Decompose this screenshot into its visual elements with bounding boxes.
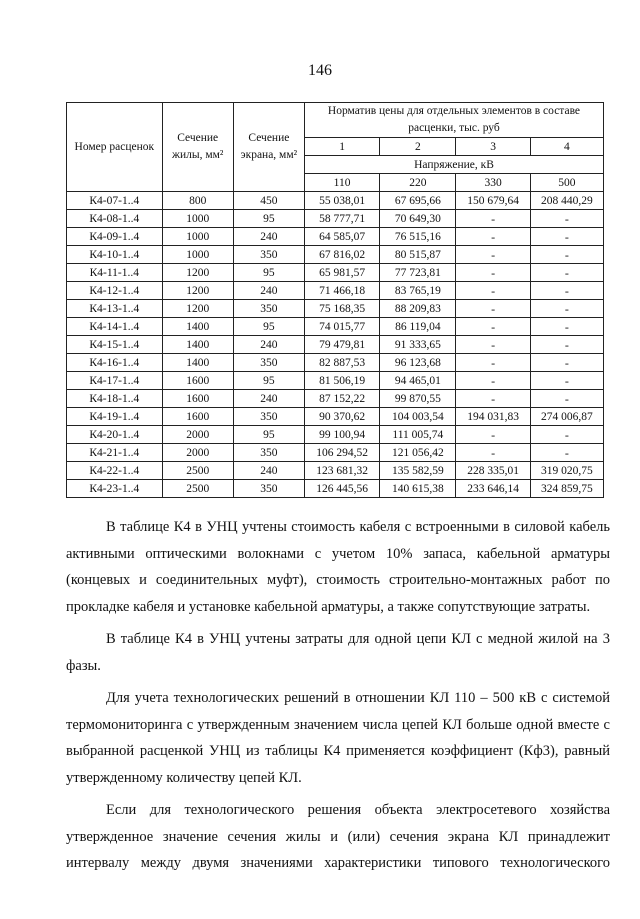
cell-price-500: - [530, 318, 603, 336]
cell-core-section: 2500 [162, 462, 233, 480]
cell-price-330: - [456, 390, 530, 408]
header-core-section: Сечение жилы, мм² [162, 103, 233, 192]
cell-rate-code: К4-09-1..4 [67, 228, 163, 246]
cell-price-500: - [530, 354, 603, 372]
header-voltage: 500 [530, 174, 603, 192]
cell-price-110: 123 681,32 [304, 462, 379, 480]
cell-core-section: 1600 [162, 372, 233, 390]
cell-price-110: 55 038,01 [304, 192, 379, 210]
cell-price-330: - [456, 426, 530, 444]
cell-rate-code: К4-18-1..4 [67, 390, 163, 408]
cell-price-330: 228 335,01 [456, 462, 530, 480]
cell-price-220: 111 005,74 [380, 426, 456, 444]
cell-price-330: - [456, 372, 530, 390]
cell-core-section: 1200 [162, 300, 233, 318]
cell-price-110: 74 015,77 [304, 318, 379, 336]
cell-price-110: 79 479,81 [304, 336, 379, 354]
cell-rate-code: К4-13-1..4 [67, 300, 163, 318]
cell-screen-section: 95 [233, 210, 304, 228]
table-row [67, 408, 604, 426]
cell-core-section: 1200 [162, 264, 233, 282]
cell-price-330: - [456, 336, 530, 354]
table-row [67, 300, 604, 318]
cell-price-500: - [530, 444, 603, 462]
cell-core-section: 1200 [162, 282, 233, 300]
table-row [67, 282, 604, 300]
cell-core-section: 1400 [162, 318, 233, 336]
cell-price-500: - [530, 210, 603, 228]
cell-screen-section: 350 [233, 408, 304, 426]
cell-price-330: - [456, 264, 530, 282]
cell-screen-section: 350 [233, 300, 304, 318]
cell-rate-code: К4-17-1..4 [67, 372, 163, 390]
cell-price-110: 126 445,56 [304, 480, 379, 498]
header-voltage: 330 [456, 174, 530, 192]
cell-price-110: 67 816,02 [304, 246, 379, 264]
body-text [66, 514, 610, 883]
table-row [67, 264, 604, 282]
cell-price-110: 90 370,62 [304, 408, 379, 426]
cell-screen-section: 95 [233, 426, 304, 444]
cell-price-500: 208 440,29 [530, 192, 603, 210]
cell-price-330: 194 031,83 [456, 408, 530, 426]
cell-price-220: 121 056,42 [380, 444, 456, 462]
cell-price-110: 99 100,94 [304, 426, 379, 444]
cell-screen-section: 350 [233, 444, 304, 462]
cell-core-section: 2500 [162, 480, 233, 498]
cell-price-500: - [530, 300, 603, 318]
cell-rate-code: К4-12-1..4 [67, 282, 163, 300]
cell-price-220: 80 515,87 [380, 246, 456, 264]
cell-price-330: - [456, 444, 530, 462]
cell-price-220: 96 123,68 [380, 354, 456, 372]
cell-screen-section: 450 [233, 192, 304, 210]
cell-price-500: - [530, 264, 603, 282]
cell-price-500: - [530, 282, 603, 300]
cell-price-220: 104 003,54 [380, 408, 456, 426]
cell-rate-code: К4-19-1..4 [67, 408, 163, 426]
cell-price-110: 82 887,53 [304, 354, 379, 372]
header-col-number: 1 [304, 138, 379, 156]
table-row [67, 480, 604, 498]
header-col-number: 3 [456, 138, 530, 156]
cell-rate-code: К4-07-1..4 [67, 192, 163, 210]
cell-price-110: 64 585,07 [304, 228, 379, 246]
cell-price-500: - [530, 426, 603, 444]
cell-screen-section: 240 [233, 282, 304, 300]
table-row [67, 318, 604, 336]
cell-core-section: 1000 [162, 246, 233, 264]
cell-price-110: 106 294,52 [304, 444, 379, 462]
cell-screen-section: 95 [233, 372, 304, 390]
table-row [67, 390, 604, 408]
cell-price-110: 65 981,57 [304, 264, 379, 282]
cell-screen-section: 95 [233, 264, 304, 282]
cell-core-section: 1000 [162, 210, 233, 228]
cell-rate-code: К4-16-1..4 [67, 354, 163, 372]
table-row [67, 354, 604, 372]
cell-price-330: - [456, 354, 530, 372]
table-row [67, 246, 604, 264]
cell-price-330: - [456, 282, 530, 300]
cell-price-110: 71 466,18 [304, 282, 379, 300]
cell-screen-section: 240 [233, 228, 304, 246]
cell-price-500: 324 859,75 [530, 480, 603, 498]
cell-core-section: 2000 [162, 444, 233, 462]
cell-price-110: 81 506,19 [304, 372, 379, 390]
cell-price-220: 99 870,55 [380, 390, 456, 408]
cell-price-110: 75 168,35 [304, 300, 379, 318]
cell-price-500: - [530, 228, 603, 246]
cell-core-section: 1400 [162, 354, 233, 372]
cell-price-330: - [456, 318, 530, 336]
cell-rate-code: К4-21-1..4 [67, 444, 163, 462]
paragraph: Если для технологического решения объекта электросетевого хозяйства утвержденное значение сечения жилы и (или) сечения экрана КЛ принадлежит интервалу между двумя значениями характеристики типового технологического [66, 802, 610, 871]
table-row [67, 336, 604, 354]
cell-price-110: 87 152,22 [304, 390, 379, 408]
header-voltage: 220 [380, 174, 456, 192]
cell-price-500: - [530, 246, 603, 264]
cell-screen-section: 350 [233, 246, 304, 264]
table-row [67, 444, 604, 462]
cell-core-section: 1000 [162, 228, 233, 246]
cell-price-220: 76 515,16 [380, 228, 456, 246]
cell-core-section: 1400 [162, 336, 233, 354]
cell-price-220: 83 765,19 [380, 282, 456, 300]
header-voltage-label: Напряжение, кВ [304, 156, 603, 174]
table-body [67, 192, 604, 498]
cell-price-220: 94 465,01 [380, 372, 456, 390]
table-row [67, 462, 604, 480]
table-row [67, 192, 604, 210]
header-rate-number: Номер расценок [67, 103, 163, 192]
cell-price-220: 70 649,30 [380, 210, 456, 228]
cell-rate-code: К4-15-1..4 [67, 336, 163, 354]
table-row [67, 372, 604, 390]
page-number: 146 [308, 62, 332, 79]
cell-core-section: 2000 [162, 426, 233, 444]
cell-screen-section: 350 [233, 354, 304, 372]
tariff-table [66, 102, 604, 498]
cell-price-330: - [456, 228, 530, 246]
cell-price-220: 86 119,04 [380, 318, 456, 336]
header-norm-title: Норматив цены для отдельных элементов в составе расценки, тыс. руб [304, 103, 603, 138]
cell-screen-section: 240 [233, 390, 304, 408]
cell-rate-code: К4-10-1..4 [67, 246, 163, 264]
cell-price-220: 91 333,65 [380, 336, 456, 354]
cell-price-330: - [456, 300, 530, 318]
cell-price-500: - [530, 336, 603, 354]
cell-price-220: 135 582,59 [380, 462, 456, 480]
cell-price-500: 274 006,87 [530, 408, 603, 426]
cell-price-330: - [456, 210, 530, 228]
table-row [67, 210, 604, 228]
cell-price-500: - [530, 390, 603, 408]
cell-screen-section: 240 [233, 336, 304, 354]
cell-price-330: 150 679,64 [456, 192, 530, 210]
header-screen-section: Сечение экрана, мм² [233, 103, 304, 192]
cell-price-220: 67 695,66 [380, 192, 456, 210]
cell-rate-code: К4-20-1..4 [67, 426, 163, 444]
header-col-number: 2 [380, 138, 456, 156]
cell-price-110: 58 777,71 [304, 210, 379, 228]
cell-price-330: 233 646,14 [456, 480, 530, 498]
cell-price-500: - [530, 372, 603, 390]
cell-rate-code: К4-22-1..4 [67, 462, 163, 480]
cell-rate-code: К4-11-1..4 [67, 264, 163, 282]
cell-price-220: 88 209,83 [380, 300, 456, 318]
cell-screen-section: 95 [233, 318, 304, 336]
cell-rate-code: К4-14-1..4 [67, 318, 163, 336]
cell-rate-code: К4-08-1..4 [67, 210, 163, 228]
cell-screen-section: 350 [233, 480, 304, 498]
cell-rate-code: К4-23-1..4 [67, 480, 163, 498]
cell-screen-section: 240 [233, 462, 304, 480]
cell-price-220: 140 615,38 [380, 480, 456, 498]
cell-price-330: - [456, 246, 530, 264]
paragraph: В таблице К4 в УНЦ учтены затраты для одной цепи КЛ с медной жилой на 3 фазы. [66, 631, 610, 674]
table-row [67, 426, 604, 444]
cell-core-section: 1600 [162, 390, 233, 408]
cell-price-500: 319 020,75 [530, 462, 603, 480]
header-voltage: 110 [304, 174, 379, 192]
table-row [67, 228, 604, 246]
header-col-number: 4 [530, 138, 603, 156]
paragraph: В таблице К4 в УНЦ учтены стоимость кабеля с встроенными в силовой кабель активными оптическими волокнами с учетом 10% запаса, кабельной арматуры (концевых и соединительных муфт), стоимость строительно-монтажных работ по прокладке кабеля и установке кабельной арматуры, а также сопутствующие затраты. [66, 519, 610, 615]
paragraph: Для учета технологических решений в отношении КЛ 110 – 500 кВ с системой термомониторинга с утвержденным значением числа цепей КЛ больше одной вместе с выбранной расценкой УНЦ из таблицы К4 применяется коэффициент (Кф3), равный утвержденному количеству цепей КЛ. [66, 690, 610, 786]
cell-price-220: 77 723,81 [380, 264, 456, 282]
cell-core-section: 800 [162, 192, 233, 210]
cell-core-section: 1600 [162, 408, 233, 426]
